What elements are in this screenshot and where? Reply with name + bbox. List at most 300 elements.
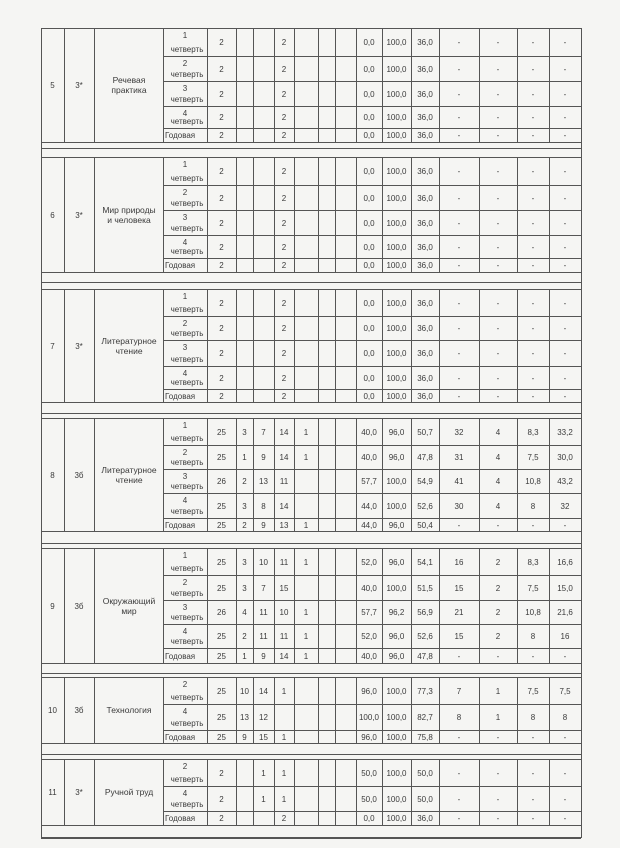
cell-value: 14	[279, 427, 289, 437]
period-label: четверть	[170, 564, 204, 573]
cell-value: -	[496, 218, 500, 228]
cell-value: -	[457, 651, 461, 661]
cell-value: -	[563, 651, 567, 661]
cell-value: 2	[242, 477, 247, 486]
cell-value: 100,0	[386, 218, 407, 228]
cell-value: 2	[495, 557, 501, 567]
cell-value: 82,7	[417, 713, 433, 722]
cell-value: 25	[217, 427, 226, 437]
cell-value: 56,9	[417, 608, 433, 617]
cell-value: 36,0	[417, 242, 433, 252]
cell-value: 100,0	[386, 477, 407, 486]
cell-value: 77,3	[417, 686, 433, 696]
cell-value: 1	[281, 732, 287, 742]
subject-name: Окружающий	[102, 595, 156, 606]
cell-value: 2	[495, 632, 501, 641]
cell-value: 21,6	[557, 608, 573, 617]
cell-value: -	[531, 113, 535, 122]
period-number: 3	[182, 343, 188, 352]
period-label: четверть	[170, 775, 204, 784]
cell-value: 25	[217, 632, 226, 641]
cell-value: 100,0	[386, 391, 407, 401]
period-number: 2	[182, 188, 188, 197]
cell-value: 0,0	[363, 131, 375, 140]
period-number: 4	[182, 627, 188, 636]
period-label: четверть	[170, 355, 204, 364]
row-number: 5	[50, 81, 55, 90]
cell-value: 0,0	[363, 167, 375, 176]
cell-value: 8	[261, 501, 266, 511]
cell-value: 44,0	[361, 501, 377, 511]
cell-value: 36,0	[417, 391, 433, 401]
cell-value: 1	[281, 794, 287, 804]
cell-value: -	[496, 520, 500, 530]
cell-value: 96,0	[388, 651, 405, 661]
period-label: четверть	[170, 589, 204, 598]
cell-value: 2	[281, 218, 287, 228]
cell-value: 57,7	[361, 477, 377, 486]
period-number: 3	[182, 213, 188, 222]
cell-value: 30,0	[557, 453, 573, 462]
cell-value: 0,0	[363, 814, 375, 823]
period-number: 1	[182, 421, 188, 430]
cell-value: 1	[261, 794, 266, 804]
cell-value: 0,0	[363, 373, 375, 383]
period-label: четверть	[170, 458, 204, 467]
cell-value: 96,2	[388, 608, 405, 617]
cell-value: 33,2	[557, 427, 573, 437]
cell-value: -	[531, 242, 535, 252]
cell-value: 8	[530, 501, 536, 511]
cell-value: 1	[281, 768, 287, 778]
cell-value: 2	[219, 349, 224, 358]
cell-value: 25	[217, 520, 226, 530]
cell-value: -	[496, 814, 500, 823]
cell-value: 10	[279, 608, 289, 617]
period-label: четверть	[170, 305, 204, 314]
cell-value: -	[496, 391, 500, 401]
period-label: четверть	[170, 507, 204, 516]
cell-value: 10,8	[525, 477, 541, 486]
cell-value: 54,9	[417, 477, 433, 486]
cell-value: 12	[259, 713, 268, 722]
cell-value: 14	[279, 651, 289, 661]
cell-value: -	[531, 391, 535, 401]
cell-value: -	[496, 768, 500, 778]
cell-value: 9	[242, 732, 247, 742]
subject-name: Технология	[106, 705, 152, 715]
cell-value: 2	[281, 391, 287, 401]
cell-value: 2	[281, 193, 287, 203]
cell-value: 25	[217, 686, 226, 696]
cell-value: 100,0	[386, 501, 407, 511]
cell-value: -	[563, 373, 567, 383]
row-number: 9	[50, 601, 55, 611]
cell-value: 96,0	[388, 453, 405, 462]
cell-value: 25	[217, 583, 226, 593]
period-number: 4	[182, 789, 188, 798]
cell-value: 47,8	[417, 453, 433, 462]
cell-value: 1	[242, 453, 247, 462]
cell-value: -	[531, 768, 535, 778]
class-label: 3*	[75, 210, 83, 220]
cell-value: 25	[217, 557, 226, 567]
cell-value: -	[531, 261, 535, 270]
cell-value: 0,0	[363, 391, 375, 401]
period-label: Годовая	[165, 732, 196, 742]
cell-value: 96,0	[361, 686, 377, 696]
cell-value: 21	[454, 608, 464, 617]
cell-value: 3	[242, 583, 247, 593]
subject-name: Мир природы	[102, 204, 156, 215]
cell-value: 40,0	[361, 453, 377, 462]
cell-value: -	[457, 38, 461, 47]
cell-value: -	[496, 38, 500, 47]
cell-value: 0,0	[363, 242, 375, 252]
cell-value: -	[457, 113, 461, 122]
cell-value: 30	[454, 501, 464, 511]
cell-value: 8	[456, 713, 462, 722]
cell-value: 7	[261, 583, 266, 593]
cell-value: 16,6	[557, 557, 573, 567]
subject-name: и человека	[107, 214, 151, 225]
cell-value: -	[457, 373, 461, 383]
cell-value: 36,0	[417, 131, 433, 140]
cell-value: 0,0	[363, 64, 375, 74]
cell-value: 100,0	[386, 814, 407, 823]
cell-value: 2	[219, 391, 224, 401]
cell-value: -	[563, 38, 567, 47]
cell-value: 2	[219, 64, 224, 74]
cell-value: 1	[495, 686, 501, 696]
cell-value: 1	[303, 453, 309, 462]
period-number: 4	[182, 707, 188, 716]
cell-value: 15	[454, 583, 464, 593]
cell-value: 8	[562, 713, 568, 722]
cell-value: 96,0	[361, 732, 377, 742]
subject-name: Литературное	[101, 464, 157, 475]
cell-value: 2	[219, 261, 224, 270]
cell-value: 50,4	[417, 520, 433, 530]
cell-value: 96,0	[388, 520, 405, 530]
cell-value: 100,0	[386, 131, 407, 140]
cell-value: 15,0	[557, 583, 573, 593]
cell-value: 100,0	[386, 732, 407, 742]
period-label: четверть	[170, 117, 204, 126]
cell-value: 100,0	[386, 713, 407, 722]
period-number: 2	[182, 319, 188, 328]
cell-value: 11	[279, 632, 289, 641]
cell-value: 0,0	[363, 261, 375, 270]
cell-value: 2	[281, 113, 287, 122]
cell-value: -	[563, 193, 567, 203]
cell-value: 13	[259, 477, 268, 486]
cell-value: -	[457, 64, 461, 74]
cell-value: 9	[261, 520, 266, 530]
class-label: 3*	[75, 81, 83, 90]
cell-value: 1	[303, 632, 309, 641]
cell-value: -	[457, 193, 461, 203]
cell-value: 7	[261, 427, 266, 437]
cell-value: 43,2	[557, 477, 573, 486]
cell-value: -	[563, 89, 567, 99]
cell-value: -	[563, 768, 567, 778]
cell-value: 10	[259, 557, 268, 567]
cell-value: 11	[279, 477, 289, 486]
period-label: Годовая	[165, 651, 196, 661]
cell-value: -	[563, 167, 567, 176]
cell-value: -	[531, 131, 535, 140]
cell-value: 32	[454, 427, 464, 437]
cell-value: 2	[281, 64, 287, 74]
cell-value: -	[496, 167, 500, 176]
cell-value: 40,0	[361, 583, 377, 593]
period-number: 2	[182, 680, 188, 689]
cell-value: -	[531, 167, 535, 176]
cell-value: 2	[281, 298, 287, 308]
cell-value: -	[531, 89, 535, 99]
cell-value: -	[563, 131, 567, 140]
period-label: Годовая	[165, 814, 196, 823]
cell-value: 26	[217, 477, 226, 486]
cell-value: 16	[454, 557, 464, 567]
cell-value: -	[457, 768, 461, 778]
cell-value: 100,0	[386, 768, 407, 778]
cell-value: 3	[242, 427, 247, 437]
cell-value: 26	[217, 608, 226, 617]
cell-value: 2	[219, 218, 224, 228]
cell-value: -	[531, 64, 535, 74]
class-label: 3*	[75, 341, 83, 351]
cell-value: 50,7	[417, 427, 433, 437]
cell-value: 0,0	[363, 298, 375, 308]
period-label: четверть	[170, 70, 204, 79]
cell-value: 36,0	[417, 193, 433, 203]
cell-value: -	[531, 193, 535, 203]
cell-value: -	[563, 64, 567, 74]
cell-value: -	[496, 64, 500, 74]
cell-value: -	[457, 167, 461, 176]
cell-value: -	[531, 520, 535, 530]
cell-value: 2	[281, 38, 287, 47]
cell-value: 100,0	[386, 324, 407, 333]
cell-value: 4	[495, 453, 501, 462]
cell-value: 15	[259, 732, 268, 742]
cell-value: -	[563, 732, 567, 742]
subject-name: Ручной труд	[104, 787, 154, 797]
cell-value: 2	[495, 608, 501, 617]
class-label: 3б	[74, 601, 84, 611]
cell-value: 9	[261, 651, 266, 661]
cell-value: 96,0	[388, 427, 405, 437]
row-number: 8	[50, 470, 55, 480]
period-label: четверть	[170, 45, 204, 54]
cell-value: -	[563, 218, 567, 228]
cell-value: 1	[281, 686, 287, 696]
cell-value: 54,1	[417, 557, 433, 567]
period-number: 4	[182, 109, 188, 118]
period-label: четверть	[170, 174, 204, 183]
period-number: 3	[182, 84, 188, 93]
class-label: 3б	[74, 706, 84, 715]
period-label: четверть	[170, 693, 204, 702]
cell-value: -	[496, 794, 500, 804]
period-label: Годовая	[165, 391, 196, 401]
cell-value: 25	[217, 713, 226, 722]
period-number: 3	[182, 603, 188, 612]
cell-value: -	[563, 298, 567, 308]
cell-value: 2	[219, 373, 224, 383]
cell-value: 52,0	[361, 557, 377, 567]
cell-value: -	[531, 324, 535, 333]
cell-value: -	[457, 349, 461, 358]
cell-value: 2	[219, 193, 224, 203]
cell-value: -	[563, 794, 567, 804]
cell-value: 96,0	[388, 557, 405, 567]
cell-value: 10,8	[525, 608, 541, 617]
period-number: 1	[182, 31, 188, 40]
cell-value: 14	[279, 453, 289, 462]
cell-value: 2	[219, 814, 224, 823]
cell-value: -	[563, 814, 567, 823]
cell-value: 2	[219, 89, 224, 99]
cell-value: -	[531, 732, 535, 742]
cell-value: 2	[281, 89, 287, 99]
cell-value: -	[496, 651, 500, 661]
cell-value: 0,0	[363, 349, 375, 358]
cell-value: 100,0	[386, 38, 407, 47]
period-label: четверть	[170, 637, 204, 646]
cell-value: 2	[281, 167, 287, 176]
cell-value: 10	[240, 686, 249, 696]
cell-value: 2	[281, 373, 287, 383]
cell-value: 1	[303, 651, 309, 661]
cell-value: 2	[219, 167, 224, 176]
cell-value: 100,0	[386, 193, 407, 203]
cell-value: 2	[281, 349, 287, 358]
cell-value: -	[531, 298, 535, 308]
period-number: 3	[182, 472, 188, 481]
period-label: четверть	[170, 800, 204, 809]
cell-value: 2	[495, 583, 501, 593]
cell-value: 50,0	[361, 768, 377, 778]
cell-value: 1	[303, 608, 309, 617]
cell-value: -	[563, 261, 567, 270]
cell-value: 7,5	[527, 686, 539, 696]
cell-value: 15	[454, 632, 464, 641]
cell-value: 2	[219, 794, 224, 804]
period-label: Годовая	[165, 261, 196, 270]
cell-value: 2	[242, 520, 247, 530]
cell-value: 4	[495, 501, 501, 511]
period-label: Годовая	[165, 520, 196, 530]
cell-value: 100,0	[386, 113, 407, 122]
cell-value: 36,0	[417, 373, 433, 383]
cell-value: 0,0	[363, 218, 375, 228]
cell-value: 0,0	[363, 324, 375, 333]
cell-value: -	[457, 794, 461, 804]
cell-value: 0,0	[363, 113, 375, 122]
cell-value: -	[496, 324, 500, 333]
period-number: 4	[182, 496, 188, 505]
row-number: 6	[50, 210, 55, 220]
subject-name: Литературное	[101, 335, 157, 346]
cell-value: 100,0	[386, 64, 407, 74]
cell-value: 100,0	[386, 167, 407, 176]
cell-value: 36,0	[417, 113, 433, 122]
cell-value: -	[496, 373, 500, 383]
cell-value: 13	[240, 713, 249, 722]
cell-value: 2	[219, 131, 224, 140]
cell-value: 57,7	[361, 608, 377, 617]
cell-value: -	[457, 298, 461, 308]
row-number: 11	[48, 788, 57, 797]
cell-value: 50,0	[417, 768, 433, 778]
cell-value: -	[563, 113, 567, 122]
cell-value: -	[457, 89, 461, 99]
cell-value: 40,0	[361, 651, 377, 661]
cell-value: -	[457, 242, 461, 252]
cell-value: 7,5	[527, 583, 539, 593]
period-label: четверть	[170, 482, 204, 491]
period-number: 4	[182, 369, 188, 378]
cell-value: 25	[217, 651, 226, 661]
cell-value: 3	[242, 501, 247, 511]
period-number: 2	[182, 762, 188, 771]
cell-value: 1	[303, 520, 309, 530]
cell-value: -	[496, 113, 500, 122]
class-label: 3*	[75, 788, 83, 797]
cell-value: 36,0	[417, 298, 433, 308]
period-label: четверть	[170, 613, 204, 622]
period-number: 1	[182, 160, 188, 169]
cell-value: 7,5	[527, 453, 539, 462]
cell-value: 1	[242, 651, 247, 661]
cell-value: 2	[242, 632, 247, 641]
cell-value: 100,0	[386, 89, 407, 99]
cell-value: 2	[281, 242, 287, 252]
subject-name: чтение	[115, 345, 143, 356]
period-label: четверть	[170, 719, 204, 728]
cell-value: 100,0	[386, 373, 407, 383]
cell-value: 75,8	[417, 732, 433, 742]
cell-value: -	[496, 298, 500, 308]
cell-value: -	[563, 391, 567, 401]
cell-value: -	[531, 38, 535, 47]
cell-value: 8,3	[527, 427, 539, 437]
cell-value: 52,6	[417, 501, 433, 511]
cell-value: 2	[219, 38, 224, 47]
cell-value: 36,0	[417, 218, 433, 228]
cell-value: 2	[219, 242, 224, 252]
period-label: четверть	[170, 95, 204, 104]
period-number: 2	[182, 59, 188, 68]
cell-value: 100,0	[386, 686, 407, 696]
cell-value: 13	[279, 520, 289, 530]
period-label: четверть	[170, 434, 204, 443]
period-number: 1	[182, 292, 188, 301]
subject-name: чтение	[115, 474, 143, 485]
cell-value: 36,0	[417, 324, 433, 333]
cell-value: -	[457, 814, 461, 823]
row-number: 10	[48, 706, 57, 715]
period-label: Годовая	[165, 131, 196, 140]
cell-value: 4	[495, 477, 501, 486]
cell-value: 36,0	[417, 167, 433, 176]
cell-value: 100,0	[386, 349, 407, 358]
cell-value: 14	[259, 686, 268, 696]
cell-value: 3	[242, 557, 247, 567]
